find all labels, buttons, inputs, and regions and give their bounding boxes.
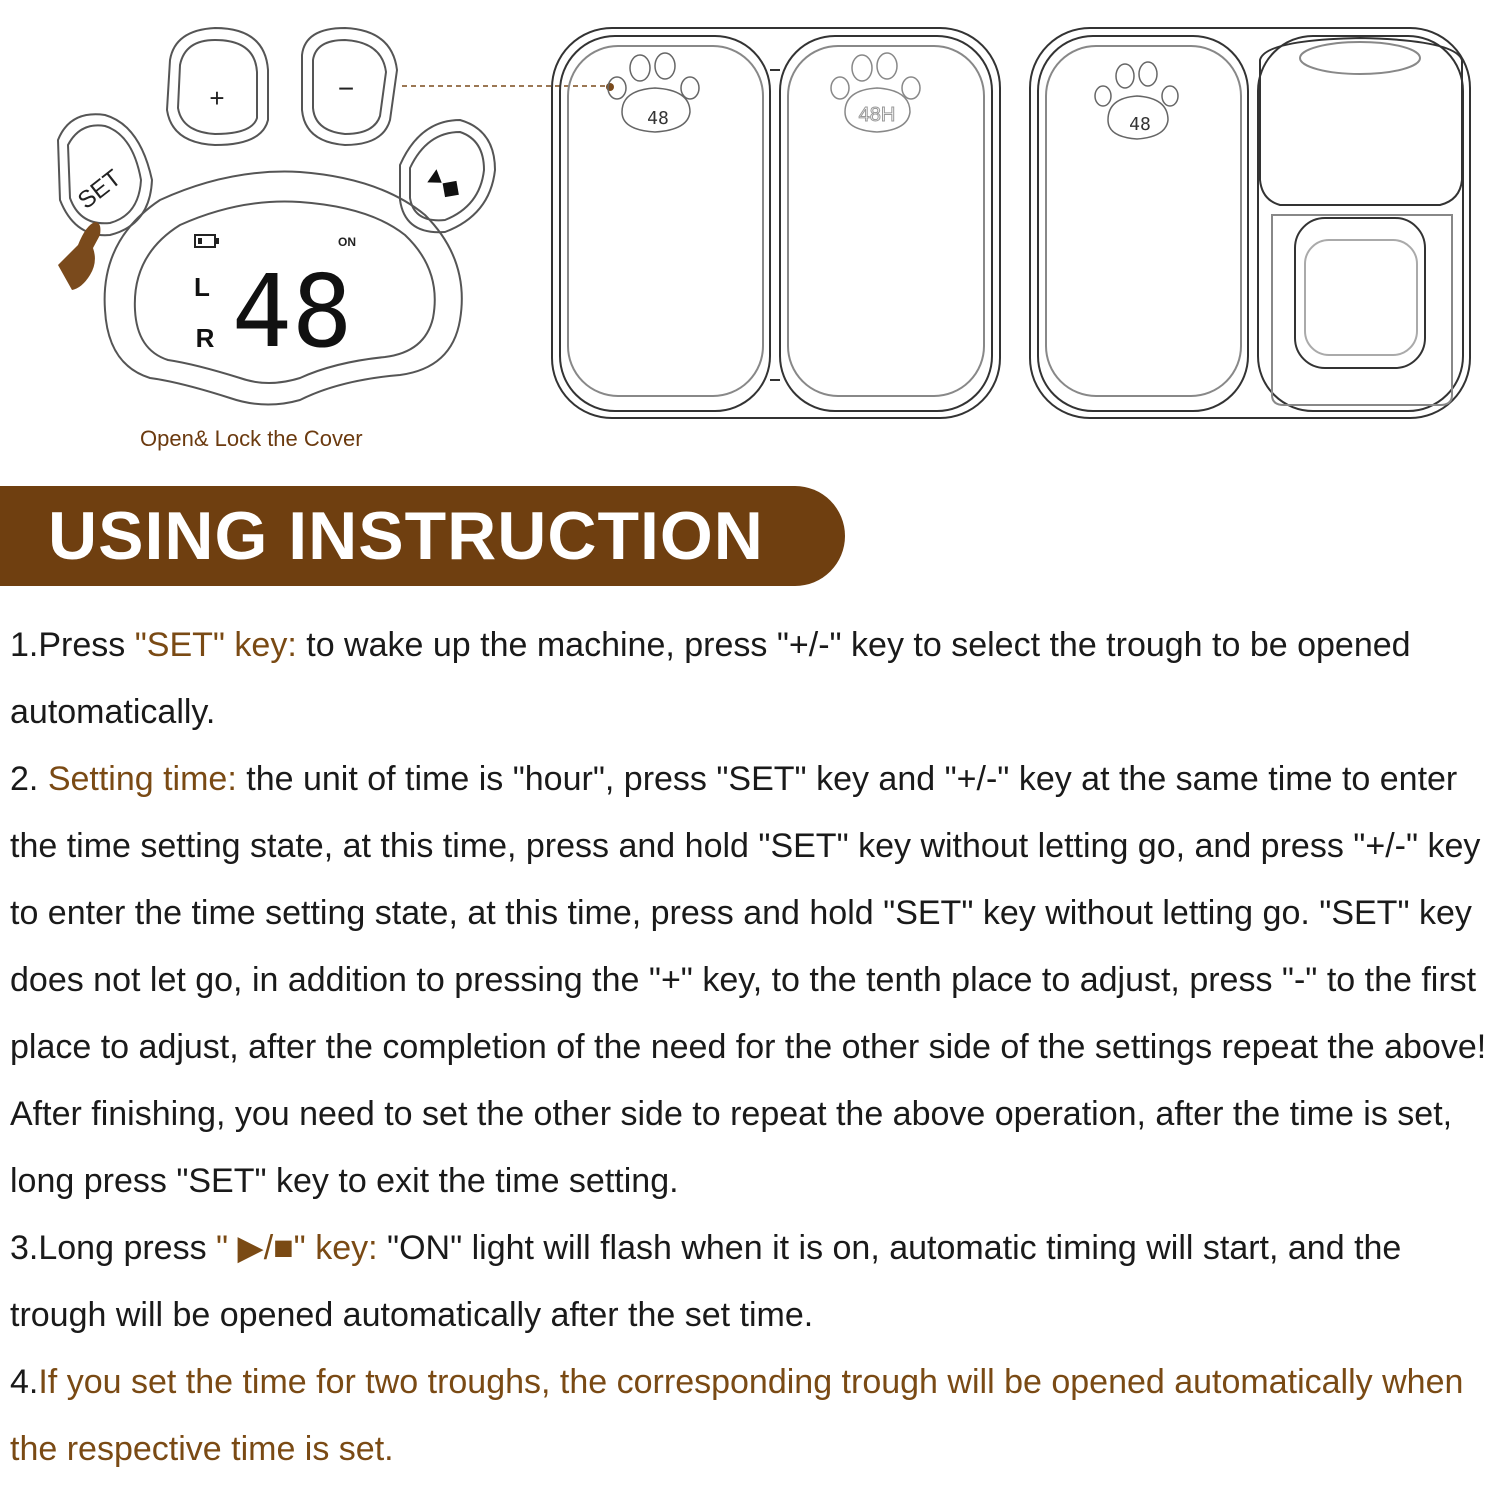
lcd-digits: 48 (231, 253, 353, 370)
plus-key-label: + (209, 83, 225, 113)
feeder-open (1030, 28, 1470, 418)
step1-key: "SET" key: (134, 626, 297, 664)
feeder-illustration (0, 0, 1500, 470)
left-lid-inner (568, 46, 763, 396)
lcd-left-indicator: L (194, 272, 210, 302)
minus-key-label: − (337, 73, 355, 104)
open-lid-handle (1300, 42, 1420, 74)
step4-number: 4. (10, 1363, 39, 1401)
step3-key: " ▶/■" key: (216, 1229, 378, 1267)
battery-icon (195, 235, 219, 247)
play-toe-inner (410, 132, 484, 220)
instruction-step-1 (10, 612, 1498, 746)
feeder-closed (552, 28, 1000, 418)
step3-number: 3.Long press (10, 1229, 217, 1267)
section-title: USING INSTRUCTION (48, 498, 764, 574)
left-lid-outer (560, 36, 770, 411)
hand-pointer-icon (58, 222, 100, 290)
lcd-right-indicator: R (195, 323, 215, 353)
step2-number: 2. (10, 760, 48, 798)
instruction-step-2 (10, 746, 1498, 1215)
feeder-open-outer (1030, 28, 1470, 418)
cover-caption: Open& Lock the Cover (140, 426, 363, 451)
step4-text: If you set the time for two troughs, the corresponding trough will be opened automatically when the respective time is set. (10, 1363, 1464, 1468)
instruction-step-4 (10, 1349, 1498, 1483)
right-lid-inner (788, 46, 984, 396)
step1-number: 1.Press (10, 626, 135, 664)
play-toe-outline (400, 120, 495, 232)
trough-bowl-inner (1305, 240, 1417, 355)
step1-text: to wake up the machine, press "+/-" key to select the trough to be opened automatically. (10, 626, 1411, 731)
step2-key: Setting time: (47, 760, 237, 798)
feeder-closed-outer (552, 28, 1000, 418)
step2-text: the unit of time is "hour", press "SET" key and "+/-" key at the same time to enter the time setting state, at this time, press and hold "SET" key without letting go, and press "+/-" key to enter the time setting state, at this time, press and hold "SET" key without letting go. "SET" key does not let go, in addition to pressing the "+" key, to the tenth place to adjust, press "-" to the first place to adjust, after the completion of the need for the other side of the settings repeat the above! After finishing, you need to set the other side to repeat the above operation, after the time is set, long press "SET" key to exit the time setting. (10, 760, 1487, 1200)
closed-lid-outer (1038, 36, 1248, 411)
instruction-list (10, 612, 1498, 1483)
step3-text: "ON" light will flash when it is on, automatic timing will start, and the trough will be opened automatically after the set time. (10, 1229, 1402, 1334)
leader-dot (606, 83, 614, 91)
on-indicator: ON (338, 235, 356, 249)
closed-lid-inner (1046, 46, 1241, 396)
set-key-label: SET (72, 164, 127, 215)
small-display-right: 48 (1129, 114, 1151, 135)
open-lid (1260, 38, 1462, 205)
instruction-step-3 (10, 1215, 1498, 1349)
small-display-left: 48 (647, 108, 669, 129)
right-lid-outer (780, 36, 992, 411)
lid-time-label: 48H (858, 104, 896, 126)
product-diagram (0, 0, 1500, 470)
play-stop-icon (426, 168, 464, 203)
